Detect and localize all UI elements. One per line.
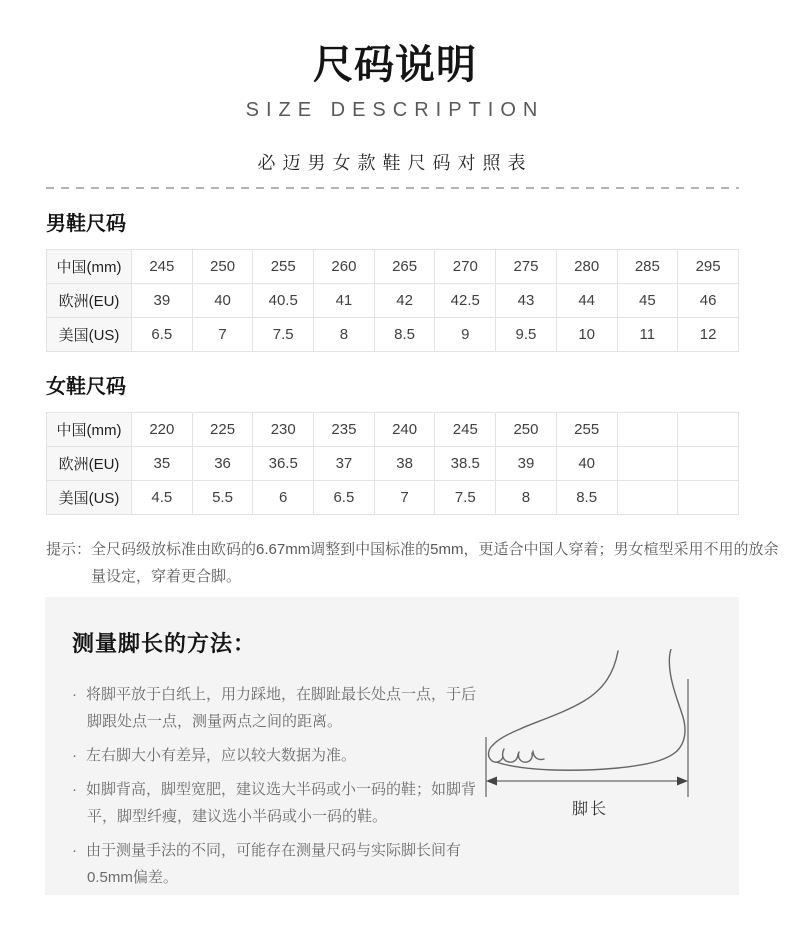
mens-size-table: [46, 249, 739, 352]
size-cell: 39: [496, 447, 557, 481]
foot-illustration: [478, 649, 713, 821]
size-cell: 9.5: [496, 318, 557, 352]
size-cell: 245: [132, 250, 193, 284]
measure-method-box: [45, 597, 739, 895]
size-cell: 6.5: [314, 481, 375, 515]
size-cell: 36: [192, 447, 253, 481]
size-cell: 43: [496, 284, 557, 318]
size-cell: 240: [374, 413, 435, 447]
size-cell: 8.5: [556, 481, 617, 515]
size-cell: 12: [678, 318, 739, 352]
size-cell: 7: [192, 318, 253, 352]
measure-bullet: · 由于测量手法的不同，可能存在测量尺码与实际脚长间有0.5mm偏差。: [72, 837, 488, 891]
size-cell: [617, 447, 678, 481]
size-tables-section: [46, 212, 779, 590]
header: [0, 0, 790, 174]
measure-method-title: 测量脚长的方法：: [72, 631, 257, 656]
page-title: 尺码说明: [313, 43, 477, 87]
table-row: [47, 413, 739, 447]
size-cell: 285: [617, 250, 678, 284]
size-cell: 4.5: [132, 481, 193, 515]
size-cell: 8: [496, 481, 557, 515]
size-cell: [617, 413, 678, 447]
size-cell: 37: [314, 447, 375, 481]
size-cell: [678, 413, 739, 447]
size-cell: 46: [678, 284, 739, 318]
mens-size-heading: 男鞋尺码: [46, 213, 126, 235]
size-cell: 40.5: [253, 284, 314, 318]
size-cell: [678, 447, 739, 481]
size-cell: 36.5: [253, 447, 314, 481]
size-cell: 38.5: [435, 447, 496, 481]
size-cell: 7.5: [253, 318, 314, 352]
dashed-divider: [46, 187, 739, 189]
table-row: [47, 481, 739, 515]
size-cell: 230: [253, 413, 314, 447]
womens-size-table: [46, 412, 739, 515]
measure-arrow: [486, 679, 688, 797]
size-cell: 40: [192, 284, 253, 318]
size-cell: 235: [314, 413, 375, 447]
size-cell: 270: [435, 250, 496, 284]
size-cell: 250: [192, 250, 253, 284]
size-cell: 45: [617, 284, 678, 318]
table-row: [47, 447, 739, 481]
size-cell: 10: [556, 318, 617, 352]
size-cell: 265: [374, 250, 435, 284]
measure-bullet: · 左右脚大小有差异，应以较大数据为准。: [72, 742, 488, 769]
size-cell: 275: [496, 250, 557, 284]
row-label: 美国(US): [47, 481, 132, 515]
row-label: 美国(US): [47, 318, 132, 352]
size-cell: 42.5: [435, 284, 496, 318]
row-label: 欧洲(EU): [47, 447, 132, 481]
table-row: [47, 284, 739, 318]
size-cell: 245: [435, 413, 496, 447]
size-cell: 295: [678, 250, 739, 284]
size-cell: 225: [192, 413, 253, 447]
size-cell: 44: [556, 284, 617, 318]
size-chart-caption: 必迈男女款鞋尺码对照表: [257, 153, 533, 173]
size-cell: 8: [314, 318, 375, 352]
foot-length-label: 脚长: [571, 801, 609, 818]
measure-bullet: · 如脚背高，脚型宽肥，建议选大半码或小一码的鞋；如脚背平，脚型纤瘦，建议选小半码或小一码的鞋。: [72, 776, 488, 830]
size-cell: 5.5: [192, 481, 253, 515]
womens-size-heading: 女鞋尺码: [46, 376, 126, 398]
size-cell: 280: [556, 250, 617, 284]
size-cell: 250: [496, 413, 557, 447]
size-cell: 7: [374, 481, 435, 515]
size-cell: 41: [314, 284, 375, 318]
size-cell: 8.5: [374, 318, 435, 352]
size-cell: 220: [132, 413, 193, 447]
row-label: 中国(mm): [47, 413, 132, 447]
table-row: [47, 318, 739, 352]
note-text: 提示：全尺码级放标准由欧码的6.67mm调整到中国标准的5mm，更适合中国人穿着；男女楦型采用不用的放余量设定，穿着更合脚。: [46, 541, 779, 585]
size-cell: 42: [374, 284, 435, 318]
page-subtitle: SIZE DESCRIPTION: [245, 99, 545, 121]
size-cell: 6.5: [132, 318, 193, 352]
measure-bullet: · 将脚平放于白纸上，用力踩地，在脚趾最长处点一点，于后脚跟处点一点，测量两点之间的距离。: [72, 681, 488, 735]
size-cell: 255: [253, 250, 314, 284]
size-cell: 38: [374, 447, 435, 481]
size-cell: 11: [617, 318, 678, 352]
size-cell: [617, 481, 678, 515]
size-cell: 39: [132, 284, 193, 318]
row-label: 中国(mm): [47, 250, 132, 284]
foot-outline: [489, 649, 685, 770]
size-cell: 255: [556, 413, 617, 447]
size-cell: 9: [435, 318, 496, 352]
size-cell: 6: [253, 481, 314, 515]
row-label: 欧洲(EU): [47, 284, 132, 318]
size-cell: 7.5: [435, 481, 496, 515]
measure-bullet-list: [72, 681, 488, 891]
table-row: [47, 250, 739, 284]
size-cell: 40: [556, 447, 617, 481]
size-cell: [678, 481, 739, 515]
size-cell: 35: [132, 447, 193, 481]
size-cell: 260: [314, 250, 375, 284]
